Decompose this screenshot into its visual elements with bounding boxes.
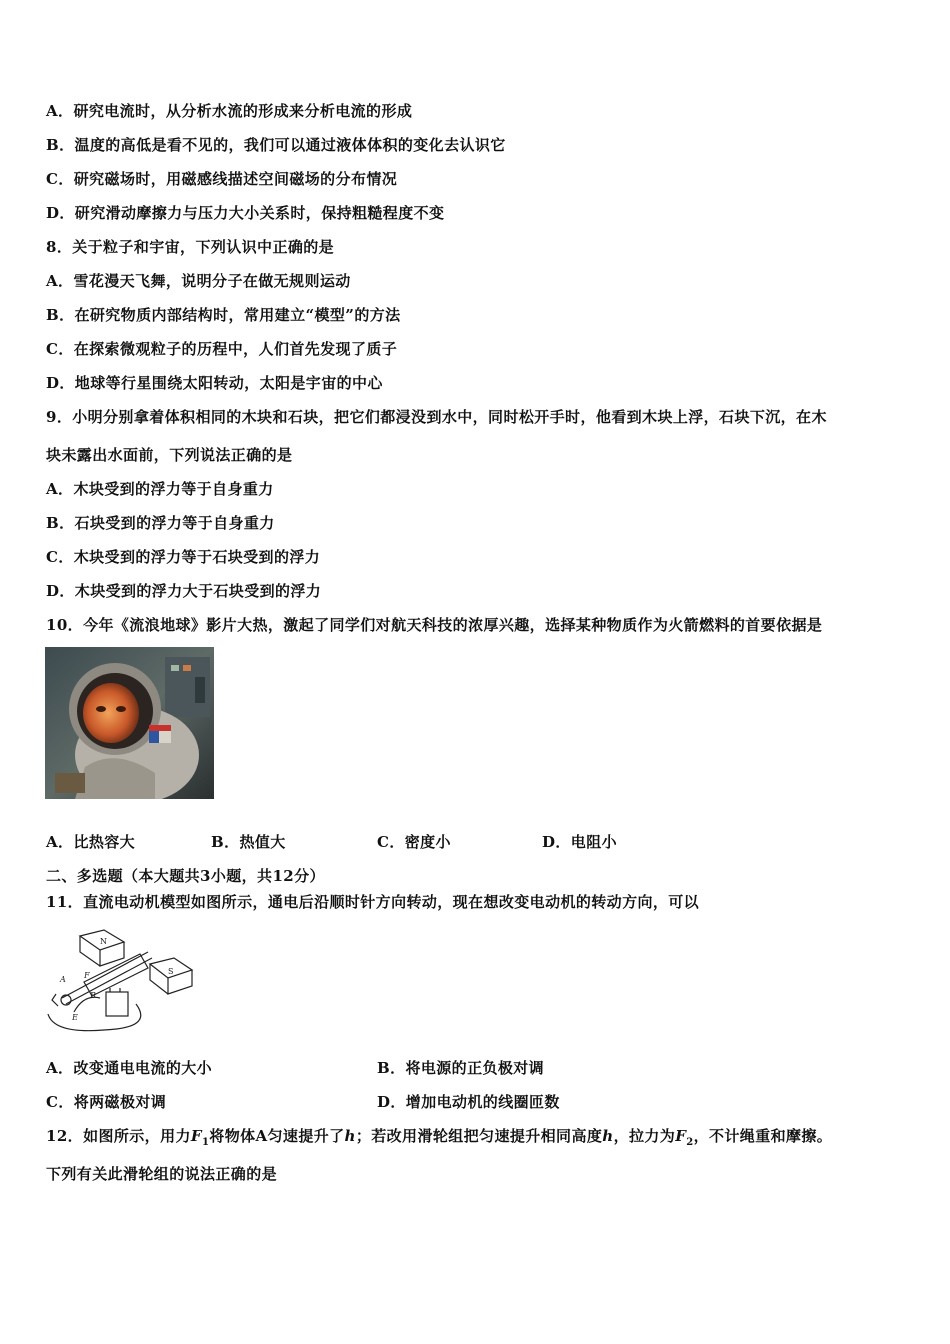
q7-option-d: D．研究滑动摩擦力与压力大小关系时，保持粗糙程度不变 [46,204,445,222]
q8-option-c: C．在探索微观粒子的历程中，人们首先发现了质子 [46,340,398,358]
astronaut-photo [45,647,214,799]
q7-option-a: A．研究电流时，从分析水流的形成来分析电流的形成 [46,102,413,120]
q12-stem-line1 [46,1126,832,1153]
q10-option-b: B．热值大 [211,833,286,851]
q12-f1-subscript: 1 [201,1137,210,1148]
q12-stem-part2: 将物体A匀速提升了 [209,1127,345,1145]
q10-stem: 10．今年《流浪地球》影片大热，激起了同学们对航天科技的浓厚兴趣，选择某种物质作为火箭燃料的首要依据是 [46,616,823,634]
q12-f2-subscript: 2 [686,1137,694,1148]
q12-h-symbol: h [344,1127,356,1145]
q12-stem-part3: ；若改用滑轮组把匀速提升相同高度 [355,1127,603,1145]
dc-motor-diagram [44,924,194,1036]
q12-f-symbol-2: F [675,1127,687,1145]
q9-option-a: A．木块受到的浮力等于自身重力 [46,480,274,498]
q10-option-d: D．电阻小 [542,833,618,851]
label-b: B [90,991,96,1000]
q12-stem-part1: 12．如图所示，用力 [46,1127,191,1145]
q10-option-a: A．比热容大 [46,833,136,851]
q8-stem: 8．关于粒子和宇宙，下列认识中正确的是 [46,238,335,256]
label-a: A [60,975,66,984]
q9-option-c: C．木块受到的浮力等于石块受到的浮力 [46,548,321,566]
q9-option-b: B．石块受到的浮力等于自身重力 [46,514,275,532]
q12-stem-part4: ，拉力为 [613,1127,676,1145]
label-n: N [100,937,107,946]
q12-stem-line2: 下列有关此滑轮组的说法正确的是 [46,1165,278,1183]
q12-f-symbol: F [190,1127,202,1145]
q10-option-c: C．密度小 [377,833,451,851]
q11-option-d: D．增加电动机的线圈匝数 [377,1093,560,1111]
q12-stem-part5: ，不计绳重和摩擦。 [693,1127,833,1145]
q7-option-b: B．温度的高低是看不见的，我们可以通过液体体积的变化去认识它 [46,136,506,154]
q12-h-symbol-2: h [602,1127,614,1145]
q7-option-c: C．研究磁场时，用磁感线描述空间磁场的分布情况 [46,170,398,188]
q9-stem-line2: 块未露出水面前，下列说法正确的是 [46,446,293,464]
q11-option-c: C．将两磁极对调 [46,1093,167,1111]
q8-option-b: B．在研究物质内部结构时，常用建立“模型”的方法 [46,306,401,324]
q11-option-a: A．改变通电电流的大小 [46,1059,213,1077]
q11-stem: 11．直流电动机模型如图所示，通电后沿顺时针方向转动，现在想改变电动机的转动方向，可以 [46,893,700,911]
q11-option-b: B．将电源的正负极对调 [377,1059,545,1077]
q8-option-d: D．地球等行星围绕太阳转动，太阳是宇宙的中心 [46,374,383,392]
label-e: E [72,1013,78,1022]
q8-option-a: A．雪花漫天飞舞，说明分子在做无规则运动 [46,272,351,290]
label-f: F [84,971,90,980]
section-heading-multiple-choice: 二、多选题（本大题共3小题，共12分） [46,867,325,885]
label-s: S [168,967,174,976]
q9-option-d: D．木块受到的浮力大于石块受到的浮力 [46,582,322,600]
q9-stem-line1: 9．小明分别拿着体积相同的木块和石块，把它们都浸没到水中，同时松开手时，他看到木块上浮，石块下沉，在木 [46,408,827,426]
